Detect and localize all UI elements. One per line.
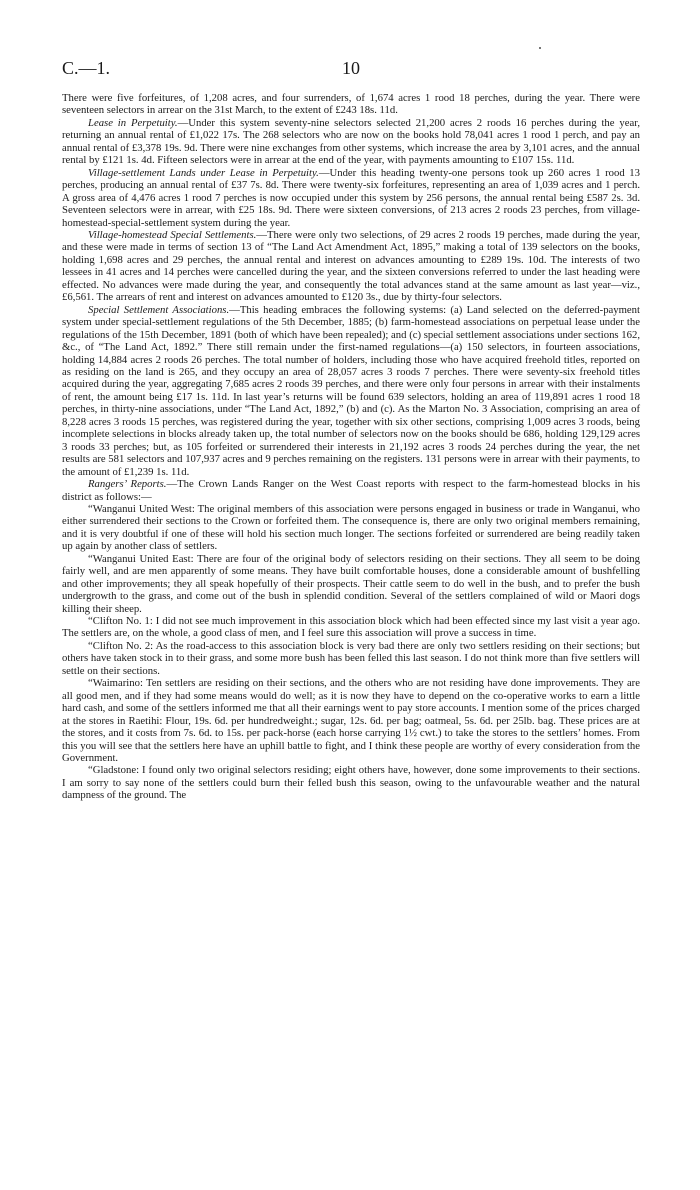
paragraph-text: “Clifton No. 1: I did not see much improvement in this association block which had been effected since my last visit a year ago. The settlers are, on the whole, a good class of men, and I feel sure this association will prove a success in time. — [62, 615, 640, 640]
paragraph-forfeitures — [62, 92, 640, 117]
paragraph-text: —This heading embraces the following systems: (a) Land selected on the deferred-payment system under special-settlement regulations of the 5th December, 1885; (b) farm-homestead associations on perpetual lease under the regulations of the 15th December, 1891 (both of which have been repealed); and (c) special settlement associations under sections 162, &c., of “The Land Act, 1892.” There still remain under the first-named regulations—(a) 150 selectors, in fourteen associations, holding 14,884 acres 2 roods 26 perches. The total number of holders, including those who have acquired freehold titles, reported on as residing on the land is 265, and they occupy an area of 28,057 acres 3 roods 7 perches. There were seventy-six freehold titles acquired during the year, aggregating 7,685 acres 2 roods 39 perches, and there were only four persons in arrear with their instalments of rent, the amount being £17 1s. 11d. In last year’s returns will be found 639 selectors, holding an area of 119,891 acres 1 rood 18 perches, in thirty-nine associations, under “The Land Act, 1892,” (b) and (c). As the Marton No. 3 Association, comprising an area of 8,228 acres 3 roods 15 perches, was registered during the year, together with six other sections, comprising 1,009 acres 3 roods, being incomplete selections in blocks already taken up, the total number of selectors now on the books should be 686, holding 129,129 acres 3 roods 33 perches; but, as 105 forfeited or surrendered their interests in 21,192 acres 3 roods 24 perches during the year, the net results are 581 selectors and 107,937 acres and 9 perches remaining on the registers. 131 persons were in arrear with their payments, to the amount of £1,239 1s. 11d. — [62, 303, 640, 478]
paragraph-text: “Wanganui United West: The original members of this association were persons engaged in business or trade in Wanganui, who either surrendered their sections to the Crown or forfeited them. The consequence is, there are only two original members remaining, and it is very doubtful if one of these will hold his section much longer. The sections forfeited or surrendered are being readily taken up again by another class of settlers. — [62, 502, 640, 553]
body-text — [62, 92, 640, 802]
paragraph-text: —Under this system seventy-nine selectors selected 21,200 acres 2 roods 16 perches during the year, returning an annual rental of £1,022 17s. The 268 selectors who are now on the books hold 78,041 acres 1 rood 1 perch, and pay an annual rental of £3,378 19s. 9d. There were nine exchanges from other systems, which increase the area by 3,101 acres, and the annual rental by £121 1s. 4d. Fifteen selectors were in arrear at the end of the year, with payments amounting to £107 15s. 11d. — [62, 116, 640, 167]
paragraph-village-homestead — [62, 229, 640, 304]
paragraph-lead: Village-homestead Special Settlements. — [88, 228, 257, 241]
quote-wanganui-west — [62, 503, 640, 553]
paragraph-text: There were five forfeitures, of 1,208 acres, and four surrenders, of 1,674 acres 1 rood 18 perches, during the year. There were seventeen selectors in arrear on the 31st March, to the extent of £243 18s. 11d. — [62, 92, 640, 117]
page-number: 10 — [342, 58, 360, 78]
paragraph-text: “Gladstone: I found only two original selectors residing; eight others have, however, done some improvements to their sections. I am sorry to say none of the settlers could burn their felled bush this season, owing to the unfavourable weather and the natural dampness of the ground. The — [62, 764, 640, 802]
quote-clifton-1 — [62, 615, 640, 640]
quote-clifton-2 — [62, 640, 640, 677]
paragraph-text: —There were only two selections, of 29 acres 2 roods 19 perches, made during the year, and these were made in terms of section 13 of “The Land Act Amendment Act, 1895,” making a total of 139 selectors on the books, holding 1,698 acres and 29 perches, the annual rental and interest on advances amounting to £289 19s. 10d. The interests of two lessees in 41 acres and 14 perches were cancelled during the year, and the sixteen conversions referred to under the last heading were effected. No advances were made during the year, and consequently the total advances stand at the same amount as last year—viz., £6,561. The arrears of rent and interest on advances amounted to £120 3s., due by thirty-four selectors. — [62, 228, 640, 304]
paragraph-text: “Clifton No. 2: As the road-access to this association block is very bad there are only two settlers residing on their sections; but others have taken stock in to their grass, and some more bush has been felled this last season. I do not think more than five settlers will settle on their sections. — [62, 639, 640, 677]
paragraph-special-settlement — [62, 304, 640, 478]
paragraph-text: “Waimarino: Ten settlers are residing on their sections, and the others who are not residing have done improvements. They are all good men, and if they had some means would do well; as it is now they have to depend on the co-operative works to earn a little hard cash, and some of the settlers informed me that all their earnings went to pay store accounts. I mention some of the prices charged at the stores in Raetihi: Flour, 19s. 6d. per hundredweight.; sugar, 12s. 6d. per bag; oatmeal, 5s. 6d. per 25lb. bag. These prices are at the stores, and it costs from 7s. 6d. to 15s. per pack-horse (each horse carrying 1½ cwt.) to take the stores to the settlers’ homes. From this you will see that the settlers here have an uphill battle to fight, and I think these people are worthy of every consideration from the Government. — [62, 677, 640, 765]
paragraph-lease-in-perpetuity — [62, 117, 640, 167]
quote-waimarino — [62, 677, 640, 764]
paragraph-lead: Village-settlement Lands under Lease in Perpetuity. — [88, 166, 319, 179]
series-reference: C.—1. — [62, 58, 111, 78]
paragraph-rangers-reports — [62, 478, 640, 503]
paragraph-lead: Special Settlement Associations. — [88, 303, 230, 316]
paragraph-text: —Under this heading twenty-one persons took up 260 acres 1 rood 13 perches, producing an annual rental of £37 7s. 8d. There were twenty-six forfeitures, representing an area of 1,039 acres and 1 perch. A gross area of 4,476 acres 1 rood 7 perches is now occupied under this system by 256 persons, the annual rental being £587 2s. 3d. Seventeen selectors were in arrear, with £25 18s. 9d. There were sixteen conversions, of 213 acres 2 roods 23 perches, from village-homestead-special-settlement system during the year. — [62, 166, 640, 229]
quote-gladstone — [62, 764, 640, 801]
paragraph-lead: Rangers’ Reports. — [88, 478, 167, 491]
page-header — [62, 58, 642, 82]
paragraph-lead: Lease in Perpetuity. — [88, 116, 178, 129]
paragraph-text: —The Crown Lands Ranger on the West Coast reports with respect to the farm-homestead blocks in his district as follows:— — [62, 478, 641, 503]
scan-speck — [539, 47, 541, 49]
paragraph-text: “Wanganui United East: There are four of the original body of selectors residing on their sections. They all seem to be doing fairly well, and are men apparently of some means. They have built comfortable houses, done a considerable amount of bushfelling and other improvements; they all speak hopefully of their prospects. Their cattle seem to do well in the bush, and to prefer the bush undergrowth to the grass, and come out of the bush in splendid condition. Several of the settlers complained of wild or Maori dogs killing their sheep. — [62, 552, 640, 615]
quote-wanganui-east — [62, 553, 640, 615]
paragraph-village-settlement — [62, 167, 640, 229]
